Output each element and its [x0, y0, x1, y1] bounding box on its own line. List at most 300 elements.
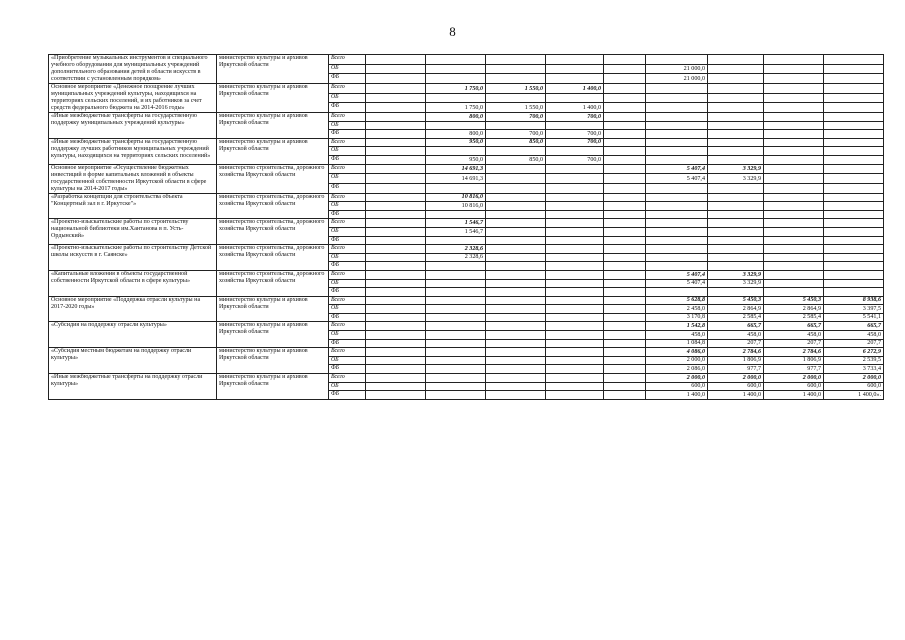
amount-cell	[646, 183, 708, 193]
amount-cell	[486, 227, 546, 236]
amount-cell	[366, 174, 426, 184]
amount-cell	[764, 155, 824, 164]
amount-cell	[764, 288, 824, 297]
amount-cell	[486, 391, 546, 400]
amount-cell	[366, 245, 426, 254]
responsible-executor: министерство строительства, дорожного хозяйства Иркутской области	[217, 270, 329, 296]
amount-cell	[486, 121, 546, 130]
amount-cell: 14 691,3	[426, 164, 486, 174]
amount-cell: 700,0	[546, 113, 604, 122]
amount-cell	[426, 55, 486, 65]
amount-cell	[486, 305, 546, 314]
responsible-executor: министерство культуры и архивов Иркутской области	[217, 84, 329, 113]
amount-cell	[764, 121, 824, 130]
amount-cell	[366, 155, 426, 164]
activity-name: «Разработка концепции для строительства объекта "Концертный зал в г. Иркутске"»	[49, 193, 217, 219]
amount-cell	[486, 322, 546, 331]
amount-cell: 600,0	[824, 382, 884, 391]
amount-cell	[366, 262, 426, 271]
table-row	[49, 84, 884, 94]
activity-name: Основное мероприятие «Денежное поощрение лучших муниципальных учреждений культуры, находящихся на территориях сельских поселений, и их работников за счет средств федерального бюджета на 2014-2016 годы»	[49, 84, 217, 113]
amount-cell	[646, 93, 708, 103]
amount-cell	[366, 113, 426, 122]
amount-cell	[824, 236, 884, 245]
amount-cell	[764, 55, 824, 65]
amount-cell	[646, 130, 708, 139]
amount-cell: 4 086,0	[646, 348, 708, 357]
amount-cell: 5 407,4	[646, 164, 708, 174]
amount-cell: 950,0	[426, 155, 486, 164]
amount-cell	[604, 164, 646, 174]
amount-cell: 3 170,8	[646, 313, 708, 322]
activity-name: «Субсидия на поддержку отрасли культуры»	[49, 322, 217, 348]
amount-cell	[708, 253, 764, 262]
amount-cell	[546, 183, 604, 193]
amount-cell	[708, 202, 764, 211]
amount-cell: 700,0	[486, 130, 546, 139]
funding-source-label: ОБ	[329, 147, 366, 156]
responsible-executor: министерство культуры и архивов Иркутской области	[217, 113, 329, 139]
amount-cell	[764, 138, 824, 147]
amount-cell: 1 546,7	[426, 219, 486, 228]
amount-cell	[486, 74, 546, 84]
funding-source-label: ОБ	[329, 305, 366, 314]
amount-cell	[604, 374, 646, 383]
amount-cell	[546, 93, 604, 103]
amount-cell: 10 816,0	[426, 202, 486, 211]
amount-cell: 1 400,0».	[824, 391, 884, 400]
responsible-executor: министерство строительства, дорожного хозяйства Иркутской области	[217, 193, 329, 219]
amount-cell	[604, 155, 646, 164]
activity-name: «Иные межбюджетные трансферты на поддержку отрасли культуры»	[49, 374, 217, 400]
amount-cell: 600,0	[646, 382, 708, 391]
amount-cell	[366, 322, 426, 331]
amount-cell	[546, 313, 604, 322]
amount-cell	[366, 279, 426, 288]
amount-cell	[486, 279, 546, 288]
amount-cell	[426, 382, 486, 391]
amount-cell	[708, 183, 764, 193]
funding-source-label: Всего	[329, 164, 366, 174]
amount-cell	[708, 74, 764, 84]
amount-cell	[546, 164, 604, 174]
amount-cell	[708, 93, 764, 103]
amount-cell: 458,0	[646, 331, 708, 340]
funding-table	[48, 54, 884, 400]
amount-cell	[366, 219, 426, 228]
amount-cell	[646, 288, 708, 297]
amount-cell: 1 400,0	[764, 391, 824, 400]
amount-cell	[546, 270, 604, 279]
amount-cell	[764, 262, 824, 271]
amount-cell	[366, 356, 426, 365]
responsible-executor: министерство культуры и архивов Иркутской области	[217, 374, 329, 400]
amount-cell	[486, 202, 546, 211]
amount-cell	[604, 193, 646, 202]
amount-cell	[604, 356, 646, 365]
amount-cell	[604, 313, 646, 322]
amount-cell	[366, 382, 426, 391]
amount-cell	[426, 270, 486, 279]
funding-source-label: ФБ	[329, 339, 366, 348]
amount-cell	[604, 262, 646, 271]
funding-source-label: Всего	[329, 322, 366, 331]
amount-cell	[546, 296, 604, 305]
amount-cell	[824, 130, 884, 139]
activity-name: «Иные межбюджетные трансферты на государственную поддержку муниципальных учреждений культуры»	[49, 113, 217, 139]
amount-cell	[824, 279, 884, 288]
amount-cell	[646, 219, 708, 228]
funding-source-label: ОБ	[329, 202, 366, 211]
amount-cell	[426, 279, 486, 288]
amount-cell	[824, 93, 884, 103]
amount-cell: 850,0	[486, 155, 546, 164]
amount-cell	[708, 84, 764, 94]
funding-source-label: ОБ	[329, 331, 366, 340]
amount-cell: 2 000,0	[764, 374, 824, 383]
amount-cell	[486, 174, 546, 184]
amount-cell	[426, 296, 486, 305]
amount-cell	[646, 147, 708, 156]
table-row	[49, 219, 884, 228]
amount-cell	[604, 113, 646, 122]
amount-cell	[426, 348, 486, 357]
amount-cell	[366, 365, 426, 374]
amount-cell	[824, 270, 884, 279]
amount-cell	[426, 313, 486, 322]
amount-cell	[824, 174, 884, 184]
amount-cell	[486, 288, 546, 297]
amount-cell: 458,0	[824, 331, 884, 340]
amount-cell: 800,0	[426, 113, 486, 122]
amount-cell	[546, 55, 604, 65]
amount-cell	[366, 55, 426, 65]
amount-cell	[486, 331, 546, 340]
amount-cell	[546, 305, 604, 314]
amount-cell	[604, 382, 646, 391]
amount-cell: 700,0	[546, 138, 604, 147]
amount-cell	[604, 210, 646, 219]
funding-source-label: ФБ	[329, 236, 366, 245]
amount-cell	[604, 74, 646, 84]
table-row	[49, 245, 884, 254]
amount-cell	[546, 382, 604, 391]
amount-cell	[646, 210, 708, 219]
amount-cell: 2 000,0	[824, 374, 884, 383]
responsible-executor: министерство строительства, дорожного хозяйства Иркутской области	[217, 245, 329, 271]
amount-cell	[426, 93, 486, 103]
amount-cell	[646, 55, 708, 65]
amount-cell	[486, 348, 546, 357]
amount-cell	[824, 227, 884, 236]
amount-cell: 207,7	[764, 339, 824, 348]
amount-cell	[486, 356, 546, 365]
amount-cell	[764, 219, 824, 228]
table-row	[49, 113, 884, 122]
amount-cell: 14 691,3	[426, 174, 486, 184]
funding-source-label: Всего	[329, 374, 366, 383]
amount-cell: 458,0	[708, 331, 764, 340]
funding-source-label: Всего	[329, 270, 366, 279]
amount-cell: 800,0	[426, 130, 486, 139]
amount-cell: 2 086,0	[646, 365, 708, 374]
funding-source-label: ОБ	[329, 382, 366, 391]
amount-cell: 2 864,9	[764, 305, 824, 314]
amount-cell	[604, 130, 646, 139]
funding-source-label: ФБ	[329, 130, 366, 139]
amount-cell: 665,7	[764, 322, 824, 331]
amount-cell	[546, 174, 604, 184]
amount-cell	[764, 103, 824, 113]
amount-cell: 3 329,9	[708, 270, 764, 279]
amount-cell: 2 539,5	[824, 356, 884, 365]
amount-cell	[604, 103, 646, 113]
amount-cell	[604, 236, 646, 245]
amount-cell	[708, 262, 764, 271]
activity-name: «Проектно-изыскательские работы по строительству национальной библиотеки им.Хантанова в п. Усть-Ордынский»	[49, 219, 217, 245]
amount-cell: 2 328,6	[426, 253, 486, 262]
amount-cell	[824, 183, 884, 193]
amount-cell	[366, 374, 426, 383]
amount-cell	[486, 236, 546, 245]
amount-cell	[764, 147, 824, 156]
amount-cell	[486, 210, 546, 219]
amount-cell	[426, 374, 486, 383]
amount-cell	[426, 147, 486, 156]
activity-name: Основное мероприятие «Поддержка отрасли культуры на 2017-2020 годы»	[49, 296, 217, 322]
amount-cell: 700,0	[546, 155, 604, 164]
amount-cell	[546, 121, 604, 130]
amount-cell	[604, 202, 646, 211]
amount-cell	[824, 84, 884, 94]
responsible-executor: министерство культуры и архивов Иркутской области	[217, 296, 329, 322]
amount-cell: 950,0	[426, 138, 486, 147]
amount-cell	[486, 253, 546, 262]
amount-cell	[764, 270, 824, 279]
amount-cell: 1 806,9	[764, 356, 824, 365]
amount-cell	[604, 365, 646, 374]
funding-source-label: ОБ	[329, 253, 366, 262]
amount-cell	[486, 55, 546, 65]
funding-source-label: ФБ	[329, 365, 366, 374]
amount-cell	[426, 210, 486, 219]
amount-cell: 600,0	[708, 382, 764, 391]
amount-cell	[604, 138, 646, 147]
amount-cell	[708, 236, 764, 245]
amount-cell	[604, 84, 646, 94]
amount-cell	[366, 74, 426, 84]
amount-cell	[764, 84, 824, 94]
amount-cell	[764, 202, 824, 211]
amount-cell	[604, 64, 646, 74]
amount-cell	[366, 236, 426, 245]
amount-cell	[546, 147, 604, 156]
amount-cell: 3 397,5	[824, 305, 884, 314]
amount-cell: 1 400,0	[546, 103, 604, 113]
amount-cell: 1 400,0	[546, 84, 604, 94]
table-row	[49, 348, 884, 357]
amount-cell	[546, 365, 604, 374]
amount-cell	[646, 138, 708, 147]
funding-source-label: ОБ	[329, 227, 366, 236]
amount-cell	[426, 391, 486, 400]
amount-cell	[604, 93, 646, 103]
amount-cell	[546, 331, 604, 340]
amount-cell	[426, 305, 486, 314]
amount-cell	[604, 288, 646, 297]
funding-source-label: ОБ	[329, 174, 366, 184]
amount-cell	[708, 245, 764, 254]
amount-cell: 10 816,0	[426, 193, 486, 202]
amount-cell: 2 328,6	[426, 245, 486, 254]
amount-cell	[546, 202, 604, 211]
amount-cell	[366, 103, 426, 113]
amount-cell	[646, 227, 708, 236]
amount-cell	[486, 183, 546, 193]
amount-cell	[604, 147, 646, 156]
amount-cell: 1 084,8	[646, 339, 708, 348]
amount-cell	[646, 113, 708, 122]
amount-cell	[546, 74, 604, 84]
amount-cell	[486, 313, 546, 322]
amount-cell	[764, 130, 824, 139]
amount-cell	[824, 138, 884, 147]
table-row	[49, 296, 884, 305]
amount-cell	[708, 210, 764, 219]
amount-cell	[546, 253, 604, 262]
amount-cell	[546, 391, 604, 400]
table-row	[49, 322, 884, 331]
amount-cell	[646, 103, 708, 113]
amount-cell	[764, 93, 824, 103]
amount-cell	[366, 202, 426, 211]
amount-cell	[366, 138, 426, 147]
amount-cell: 8 938,6	[824, 296, 884, 305]
amount-cell	[708, 155, 764, 164]
amount-cell	[824, 103, 884, 113]
amount-cell	[708, 138, 764, 147]
amount-cell: 1 550,0	[486, 84, 546, 94]
amount-cell	[366, 64, 426, 74]
amount-cell	[604, 322, 646, 331]
amount-cell	[604, 174, 646, 184]
amount-cell	[708, 227, 764, 236]
amount-cell: 5 541,1	[824, 313, 884, 322]
amount-cell	[426, 331, 486, 340]
funding-source-label: ОБ	[329, 64, 366, 74]
amount-cell: 458,0	[764, 331, 824, 340]
amount-cell: 5 407,4	[646, 270, 708, 279]
amount-cell	[824, 74, 884, 84]
amount-cell	[604, 305, 646, 314]
amount-cell	[708, 288, 764, 297]
funding-source-label: ОБ	[329, 279, 366, 288]
funding-source-label: Всего	[329, 84, 366, 94]
amount-cell: 1 400,0	[708, 391, 764, 400]
activity-name: «Иные межбюджетные трансферты на государственную поддержку лучших работников муниципальных учреждений культуры, находящихся на территориях сельских поселений»	[49, 138, 217, 164]
amount-cell	[366, 331, 426, 340]
amount-cell	[824, 245, 884, 254]
amount-cell: 1 806,9	[708, 356, 764, 365]
amount-cell	[546, 227, 604, 236]
amount-cell	[824, 113, 884, 122]
amount-cell	[546, 236, 604, 245]
funding-source-label: ОБ	[329, 121, 366, 130]
amount-cell: 1 400,0	[646, 391, 708, 400]
funding-source-label: Всего	[329, 219, 366, 228]
amount-cell	[824, 253, 884, 262]
amount-cell	[486, 296, 546, 305]
amount-cell	[708, 64, 764, 74]
amount-cell	[366, 270, 426, 279]
amount-cell	[426, 74, 486, 84]
amount-cell: 6 272,9	[824, 348, 884, 357]
funding-source-label: ФБ	[329, 74, 366, 84]
activity-name: «Капитальные вложения в объекты государственной собственности Иркутской области в сфере культуры»	[49, 270, 217, 296]
amount-cell	[764, 236, 824, 245]
funding-source-label: ФБ	[329, 103, 366, 113]
amount-cell	[604, 279, 646, 288]
amount-cell: 3 329,9	[708, 279, 764, 288]
amount-cell: 2 000,0	[646, 356, 708, 365]
amount-cell: 2 585,4	[708, 313, 764, 322]
amount-cell	[366, 305, 426, 314]
amount-cell	[764, 210, 824, 219]
amount-cell	[426, 121, 486, 130]
amount-cell	[486, 164, 546, 174]
funding-source-label: ОБ	[329, 93, 366, 103]
amount-cell	[366, 339, 426, 348]
amount-cell	[546, 279, 604, 288]
amount-cell	[764, 193, 824, 202]
amount-cell: 977,7	[708, 365, 764, 374]
amount-cell	[708, 193, 764, 202]
amount-cell	[708, 121, 764, 130]
amount-cell: 700,0	[546, 130, 604, 139]
amount-cell	[708, 130, 764, 139]
amount-cell	[486, 93, 546, 103]
table-body	[49, 55, 884, 400]
amount-cell	[824, 219, 884, 228]
table-row	[49, 270, 884, 279]
amount-cell: 207,7	[824, 339, 884, 348]
amount-cell: 2 784,6	[764, 348, 824, 357]
amount-cell	[764, 164, 824, 174]
amount-cell	[366, 288, 426, 297]
amount-cell	[426, 236, 486, 245]
amount-cell: 5 407,4	[646, 279, 708, 288]
responsible-executor: министерство культуры и архивов Иркутской области	[217, 322, 329, 348]
amount-cell	[824, 193, 884, 202]
amount-cell: 21 000,0	[646, 74, 708, 84]
amount-cell	[824, 155, 884, 164]
amount-cell	[546, 288, 604, 297]
amount-cell: 5 450,3	[708, 296, 764, 305]
amount-cell	[486, 262, 546, 271]
amount-cell	[824, 262, 884, 271]
amount-cell	[366, 348, 426, 357]
responsible-executor: министерство культуры и архивов Иркутской области	[217, 348, 329, 374]
amount-cell	[764, 253, 824, 262]
amount-cell	[764, 113, 824, 122]
amount-cell	[824, 55, 884, 65]
amount-cell	[486, 374, 546, 383]
funding-source-label: ФБ	[329, 391, 366, 400]
amount-cell	[646, 253, 708, 262]
amount-cell	[546, 245, 604, 254]
amount-cell: 5 450,3	[764, 296, 824, 305]
amount-cell	[646, 262, 708, 271]
